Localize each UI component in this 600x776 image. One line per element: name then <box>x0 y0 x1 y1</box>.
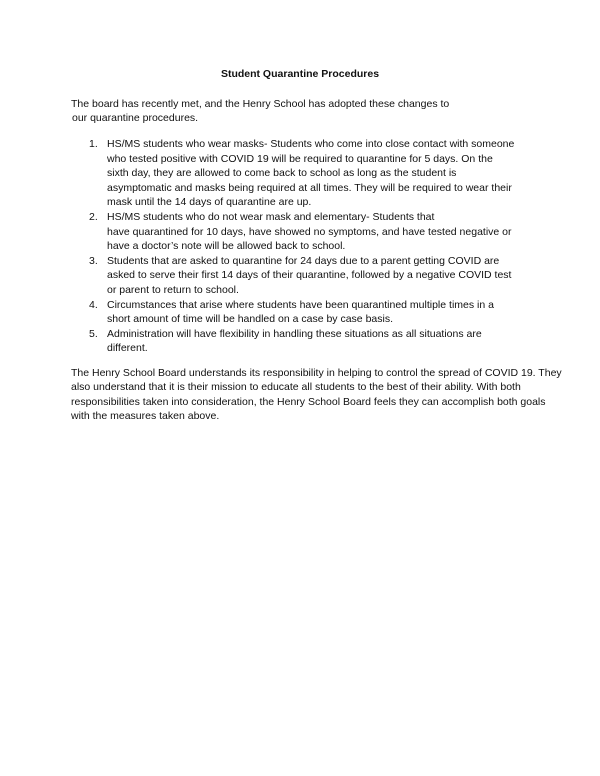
list-item <box>0 210 527 254</box>
list-item-line: short amount of time will be handled on a case by case basis. <box>107 313 393 326</box>
list-item-number: 5. <box>89 327 98 340</box>
list-item-number: 4. <box>89 298 98 311</box>
intro-line: our quarantine procedures. <box>72 112 199 125</box>
list-item <box>0 137 527 210</box>
list-item-line: mask until the 14 days of quarantine are up. <box>107 196 312 209</box>
closing-line: also understand that it is their mission to educate all students to the best of their ability. With both <box>71 381 521 394</box>
list-item-line: HS/MS students who do not wear mask and elementary- Students that <box>107 210 435 223</box>
list-item-number: 3. <box>89 254 98 267</box>
intro-line: The board has recently met, and the Henry School has adopted these changes to <box>71 98 450 110</box>
list-item-line: who tested positive with COVID 19 will be required to quarantine for 5 days. On the <box>107 152 493 165</box>
list-item-line: Students that are asked to quarantine for 24 days due to a parent getting COVID are <box>107 254 500 267</box>
intro-paragraph <box>71 97 451 125</box>
list-item-line: different. <box>107 342 148 355</box>
list-item-number: 2. <box>89 210 98 223</box>
list-item-line: have a doctor’s note will be allowed back to school. <box>107 240 346 253</box>
procedures-list <box>0 137 600 356</box>
list-item-number: 1. <box>89 138 98 150</box>
list-item-line: sixth day, they are allowed to come back to school as long as the student is <box>107 167 457 180</box>
list-item <box>0 254 527 298</box>
list-item <box>0 327 527 356</box>
list-item-line: Circumstances that arise where students have been quarantined multiple times in a <box>107 298 494 311</box>
page-title: Student Quarantine Procedures <box>220 68 380 80</box>
list-item-line: asked to serve their first 14 days of their quarantine, followed by a negative COVID test <box>107 269 512 282</box>
list-item-line: Administration will have flexibility in handling these situations as all situations are <box>107 327 482 340</box>
list-item-line: or parent to return to school. <box>107 283 239 296</box>
list-item-line: asymptomatic and masks being required at all times. They will be required to wear their <box>107 181 512 194</box>
closing-line: responsibilities taken into consideration, the Henry School Board feels they can accomplish both goals <box>71 395 546 408</box>
list-item-line: have quarantined for 10 days, have showed no symptoms, and have tested negative or <box>107 225 512 238</box>
closing-line: The Henry School Board understands its responsibility in helping to control the spread of COVID 19. They <box>71 367 562 379</box>
closing-paragraph <box>71 366 562 424</box>
list-item <box>0 298 527 327</box>
closing-line: with the measures taken above. <box>71 410 220 423</box>
list-item-line: HS/MS students who wear masks- Students who come into close contact with someone <box>107 138 515 150</box>
